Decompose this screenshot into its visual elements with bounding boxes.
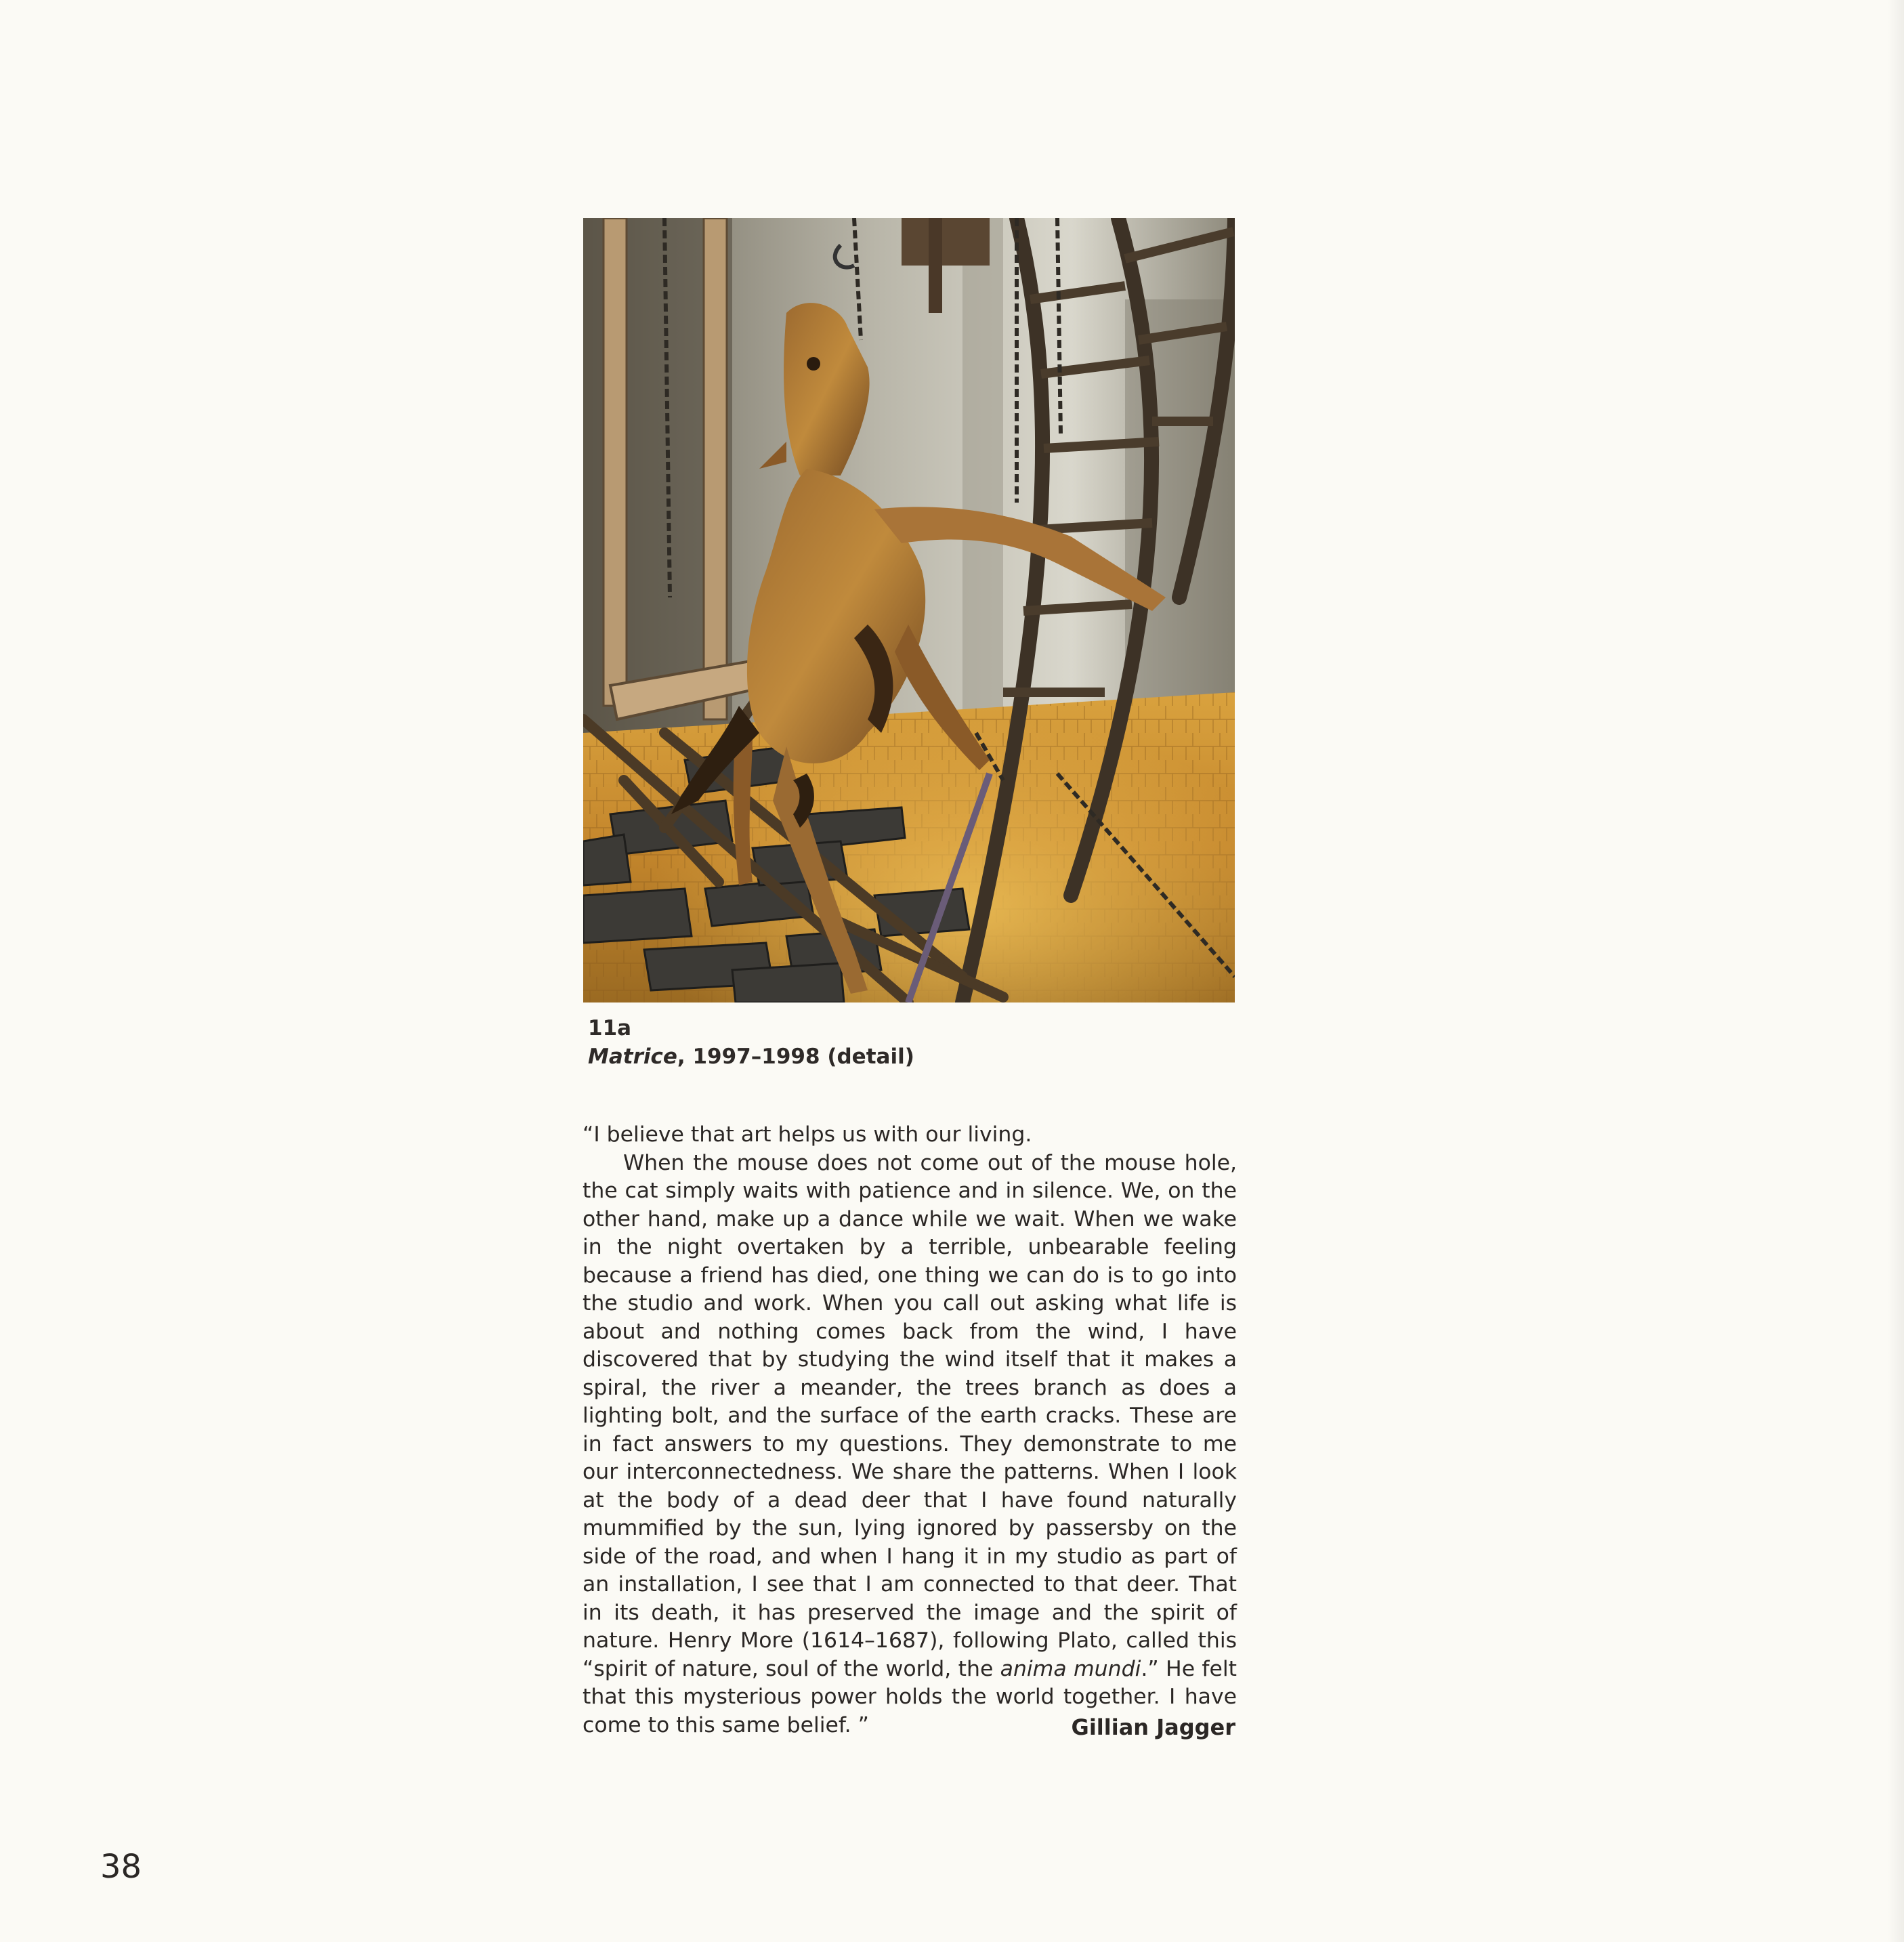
page-edge-shadow bbox=[1888, 0, 1904, 1942]
figure-caption bbox=[588, 1014, 1238, 1071]
figure-title: Matrice bbox=[588, 1044, 677, 1069]
figure-date: , 1997–1998 (detail) bbox=[677, 1044, 914, 1069]
quote-text-before-italic: When the mouse does not come out of the mouse hole, the cat simply waits with patience and in silence. We, on the other hand, make up a dance while we wait. When we wake in the night overtaken by a terrible, unbearable feeling because a friend has died, one thing we can do is to go into the studio and work. When you call out asking what life is about and nothing comes back from the wind, I have discovered that by studying the wind itself that it makes a spiral, the river a meander, the trees branch as does a lighting bolt, and the surface of the earth cracks. These are in fact answers to my questions. They demonstrate to me our interconnectedness. We share the patterns. When I look at the body of a dead deer that I have found naturally mummified by the sun, lying ignored by passersby on the side of the road, and when I hang it in my studio as part of an installation, I see that I am connected to that deer. That in its death, it has preserved the image and the spirit of nature. Henry More (1614–1687), following Plato, called this “spirit of nature, soul of the world, the bbox=[583, 1150, 1237, 1681]
quote-paragraph-1: “I believe that art helps us with our living. bbox=[583, 1122, 1032, 1147]
page-number: 38 bbox=[100, 1848, 142, 1886]
photo-sculpture-icon bbox=[583, 218, 1235, 1002]
artwork-photo bbox=[583, 218, 1235, 1002]
quote-body bbox=[583, 1121, 1237, 1739]
quote-paragraph-2 bbox=[583, 1149, 1237, 1740]
quote-author: Gillian Jagger bbox=[1071, 1714, 1235, 1740]
figure-number: 11a bbox=[588, 1016, 632, 1040]
quote-text-after-italic: .” He felt that this mysterious power holds the world together. I have come to this same belief. ” bbox=[583, 1656, 1237, 1737]
quote-italic-term: anima mundi bbox=[1000, 1656, 1141, 1681]
figure-title-line bbox=[588, 1042, 1238, 1071]
